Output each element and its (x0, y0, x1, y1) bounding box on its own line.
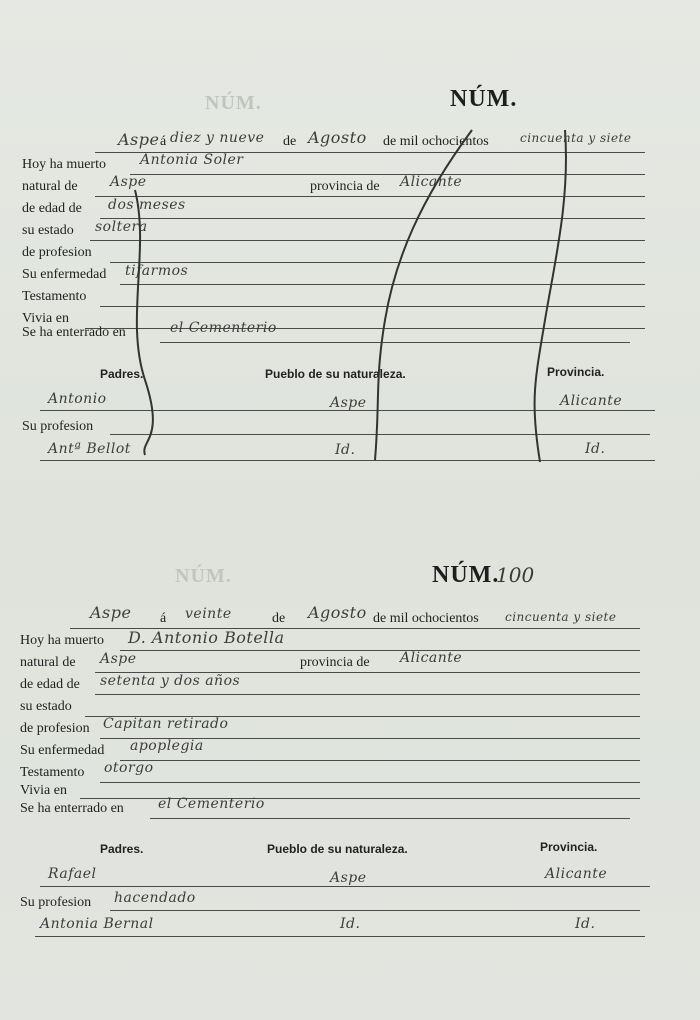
entry-1-su-profesion-label: Su profesion (22, 419, 94, 434)
entry-2-deceased: D. Antonio Botella (128, 628, 285, 647)
entry-1-year: cincuenta y siete (520, 131, 632, 145)
entry-2-natural-label: natural de (20, 655, 76, 670)
entry-1-natural-label: natural de (22, 179, 78, 194)
entry-2-year: cincuenta y siete (505, 610, 617, 624)
entry-1-pueblo-header: Pueblo de su naturaleza. (265, 367, 406, 381)
entry-1-estado: soltera (95, 219, 148, 235)
entry-2-enterrado-label: Se ha enterrado en (20, 801, 124, 816)
entry-2-provincia: Alicante (400, 650, 463, 666)
entry-2-mother-pueblo: Id. (340, 916, 361, 932)
entry-1-mother-pueblo: Id. (335, 442, 356, 458)
entry-1-padres-header: Padres. (100, 367, 144, 381)
entry-2-father-pueblo: Aspe (330, 870, 367, 886)
entry-1-natural: Aspe (110, 174, 147, 190)
entry-2-vivia-label: Vivia en (20, 783, 67, 798)
entry-1-a: á (160, 134, 167, 149)
entry-1-testamento-label: Testamento (22, 289, 87, 304)
entry-1-edad: dos meses (108, 197, 186, 213)
entry-1-deceased: Antonia Soler (140, 152, 244, 168)
entry-1-hoy-label: Hoy ha muerto (22, 157, 106, 172)
entry-2-num-label: NÚM. (432, 562, 500, 588)
entry-1-enfermedad: tifarmos (125, 263, 189, 279)
entry-1-enterrado: el Cementerio (170, 320, 277, 336)
bleed-num-bottom: NÚM. (175, 565, 232, 587)
entry-1-father: Antonio (48, 391, 107, 407)
entry-2-num-value: 100 (496, 563, 535, 587)
entry-2-month: Agosto (308, 603, 367, 622)
entry-2-place: Aspe (90, 603, 132, 622)
entry-2-mother: Antonia Bernal (40, 916, 154, 932)
entry-2-hoy-label: Hoy ha muerto (20, 633, 104, 648)
entry-2-testamento: otorgo (104, 760, 154, 776)
entry-1-father-prov: Alicante (560, 393, 623, 409)
entry-2-mil: de mil ochocientos (373, 611, 479, 626)
entry-2-father-prov: Alicante (545, 866, 608, 882)
entry-2-day: veinte (185, 606, 232, 622)
entry-2-a: á (160, 611, 167, 626)
entry-2-enfermedad: apoplegia (130, 738, 204, 754)
entry-2-natural: Aspe (100, 651, 137, 667)
entry-1-place: Aspe (118, 130, 160, 149)
entry-1-estado-label: su estado (22, 223, 74, 238)
entry-1-provincia: Alicante (400, 174, 463, 190)
entry-1-mother-prov: Id. (585, 441, 606, 457)
entry-1-month: Agosto (308, 128, 367, 147)
entry-2-provincia-label: provincia de (300, 655, 370, 670)
entry-2-pueblo-header: Pueblo de su naturaleza. (267, 842, 408, 856)
entry-1-edad-label: de edad de (22, 201, 82, 216)
entry-1-provincia-label: provincia de (310, 179, 380, 194)
entry-2-edad: setenta y dos años (100, 673, 241, 689)
entry-2-profesion-label: de profesion (20, 721, 90, 736)
entry-1-vivia-label: Vivia en (22, 311, 69, 326)
entry-1-profesion-label: de profesion (22, 245, 92, 260)
entry-1-father-pueblo: Aspe (330, 395, 367, 411)
entry-2-enfermedad-label: Su enfermedad (20, 743, 105, 758)
entry-1-enterrado-label: Se ha enterrado en (22, 325, 126, 340)
entry-2-padres-header: Padres. (100, 842, 144, 856)
entry-2-testamento-label: Testamento (20, 765, 85, 780)
entry-1-num-label: NÚM. (450, 86, 518, 112)
entry-2-mother-prov: Id. (575, 916, 596, 932)
entry-1-provincia-header: Provincia. (547, 365, 605, 379)
bleed-num-top: NÚM. (205, 92, 262, 114)
entry-2-provincia-header: Provincia. (540, 840, 598, 854)
entry-1-enfermedad-label: Su enfermedad (22, 267, 107, 282)
entry-1-de1: de (283, 134, 297, 149)
entry-2-enterrado: el Cementerio (158, 796, 265, 812)
entry-2-father-prof: hacendado (114, 890, 196, 906)
entry-2-profesion: Capitan retirado (103, 716, 229, 732)
entry-2-edad-label: de edad de (20, 677, 80, 692)
entry-1-day: diez y nueve (170, 130, 265, 146)
entry-2-de1: de (272, 611, 286, 626)
entry-1-mil: de mil ochocientos (383, 134, 489, 149)
entry-2-su-profesion-label: Su profesion (20, 895, 92, 910)
entry-1-mother: Antª Bellot (48, 441, 131, 457)
entry-2-father: Rafael (48, 866, 97, 882)
entry-2-estado-label: su estado (20, 699, 72, 714)
